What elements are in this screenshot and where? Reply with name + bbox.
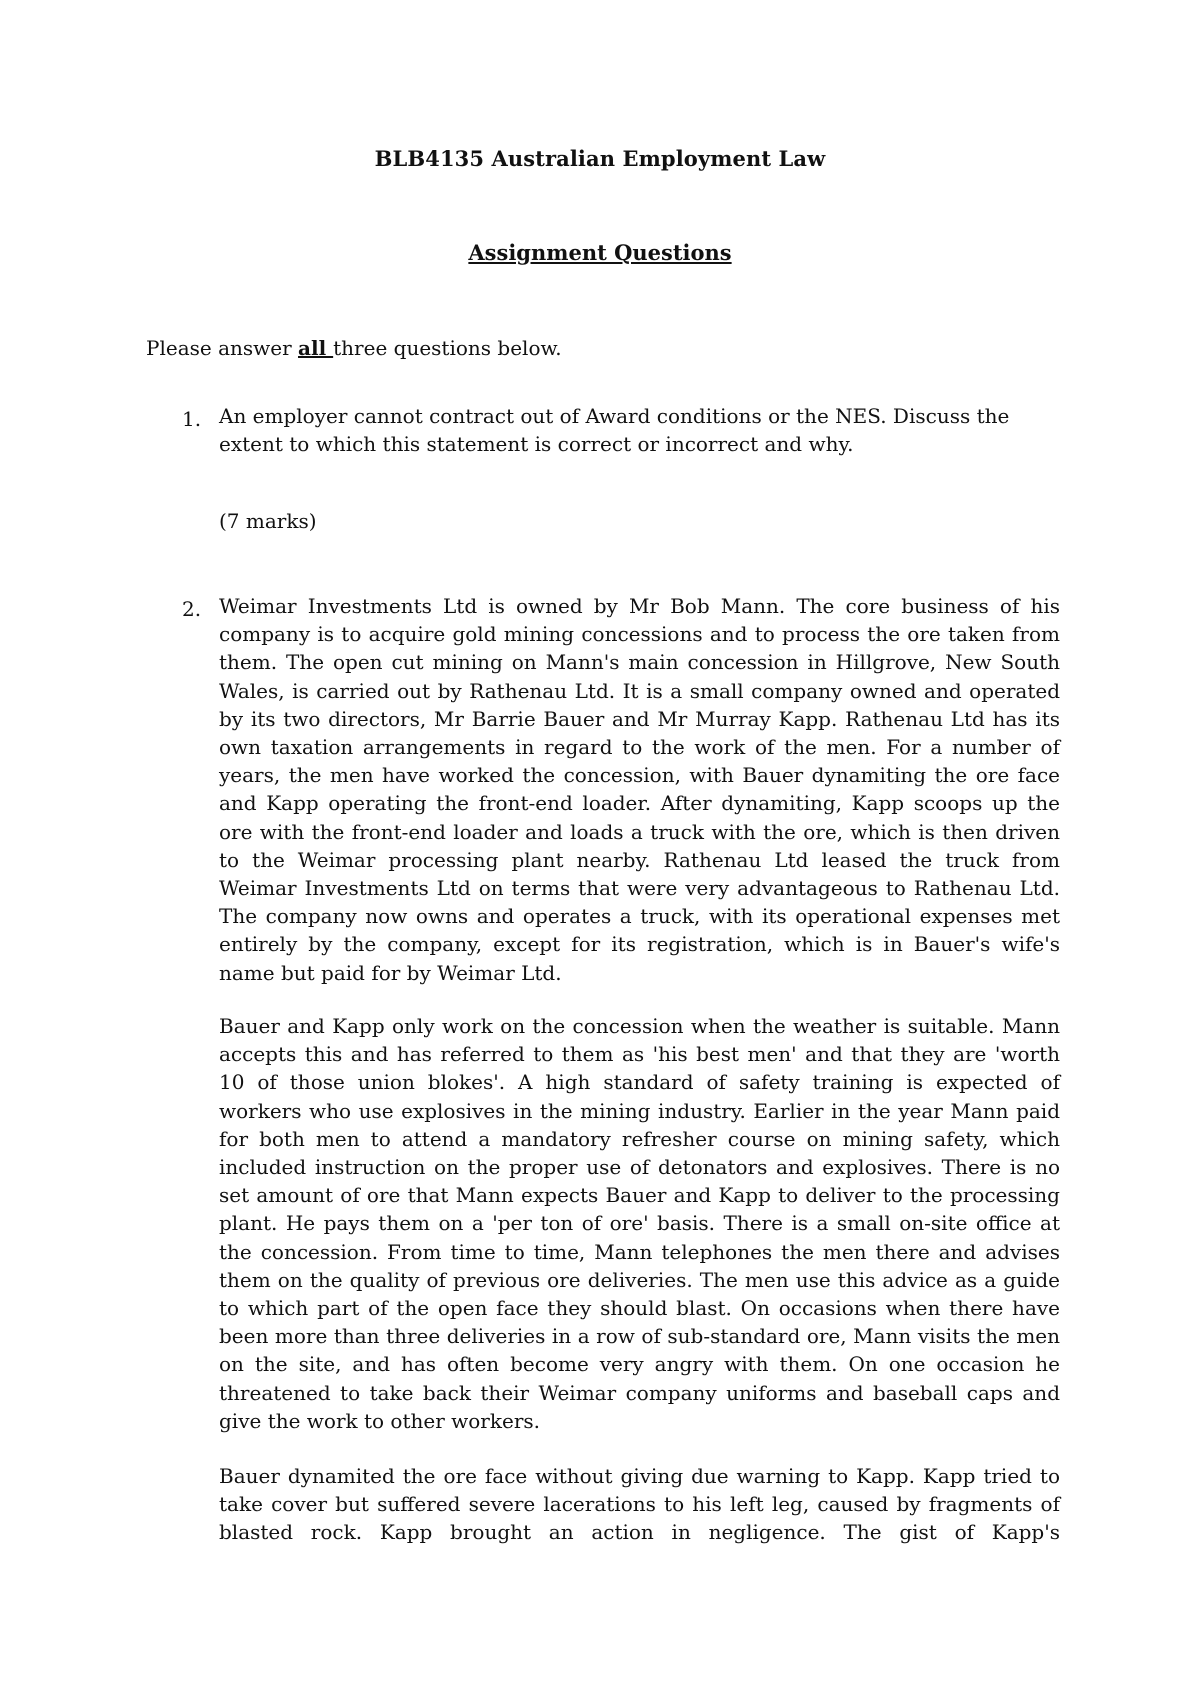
document-subtitle: Assignment Questions bbox=[468, 240, 732, 265]
instruction-emphasis: all bbox=[298, 336, 334, 360]
question-2-number: 2. bbox=[182, 597, 202, 621]
instruction-line bbox=[146, 336, 562, 360]
question-2-paragraph-2: Bauer and Kapp only work on the concession when the weather is suitable. Mann accepts this and has referred to them as 'his best men' and that they are 'worth 10 of those union blokes'. A high standard of safety training is expected of workers who use explosives in the mining industry. Earlier in the year Mann paid for both men to attend a mandatory refresher course on mining safety, which included instruction on the proper use of detonators and explosives. There is no set amount of ore that Mann expects Bauer and Kapp to deliver to the processing plant. He pays them on a 'per ton of ore' basis. There is a small on-site office at the concession. From time to time, Mann telephones the men there and advises them on the quality of previous ore deliveries. The men use this advice as a guide to which part of the open face they should blast. On occasions when there have been more than three deliveries in a row of sub-standard ore, Mann visits the men on the site, and has often become very angry with them. On one occasion he threatened to take back their Weimar company uniforms and baseball caps and give the work to other workers. bbox=[219, 1014, 1060, 1433]
question-2-paragraph-3: Bauer dynamited the ore face without giving due warning to Kapp. Kapp tried to take cover but suffered severe lacerations to his left leg, caused by fragments of blasted rock. Kapp brought an action in negligence. The gist of Kapp's bbox=[219, 1464, 1060, 1545]
document-title: BLB4135 Australian Employment Law bbox=[374, 146, 826, 171]
question-2-paragraph-1: Weimar Investments Ltd is owned by Mr Bob Mann. The core business of his company is to acquire gold mining concessions and to process the ore taken from them. The open cut mining on Mann's main concession in Hillgrove, New South Wales, is carried out by Rathenau Ltd. It is a small company owned and operated by its two directors, Mr Barrie Bauer and Mr Murray Kapp. Rathenau Ltd has its own taxation arrangements in regard to the work of the men. For a number of years, the men have worked the concession, with Bauer dynamiting the ore face and Kapp operating the front-end loader. After dynamiting, Kapp scoops up the ore with the front-end loader and loads a truck with the ore, which is then driven to the Weimar processing plant nearby. Rathenau Ltd leased the truck from Weimar Investments Ltd on terms that were very advantageous to Rathenau Ltd. The company now owns and operates a truck, with its operational expenses met entirely by the company, except for its registration, which is in Bauer's wife's name but paid for by Weimar Ltd. bbox=[219, 594, 1060, 985]
question-1-number: 1. bbox=[182, 407, 202, 431]
instruction-before: Please answer bbox=[146, 336, 299, 360]
question-1-text: An employer cannot contract out of Award conditions or the NES. Discuss the extent to which this statement is correct or incorrect and why. bbox=[219, 404, 1010, 457]
instruction-after: three questions below. bbox=[333, 336, 562, 360]
question-1-marks: (7 marks) bbox=[219, 509, 317, 533]
